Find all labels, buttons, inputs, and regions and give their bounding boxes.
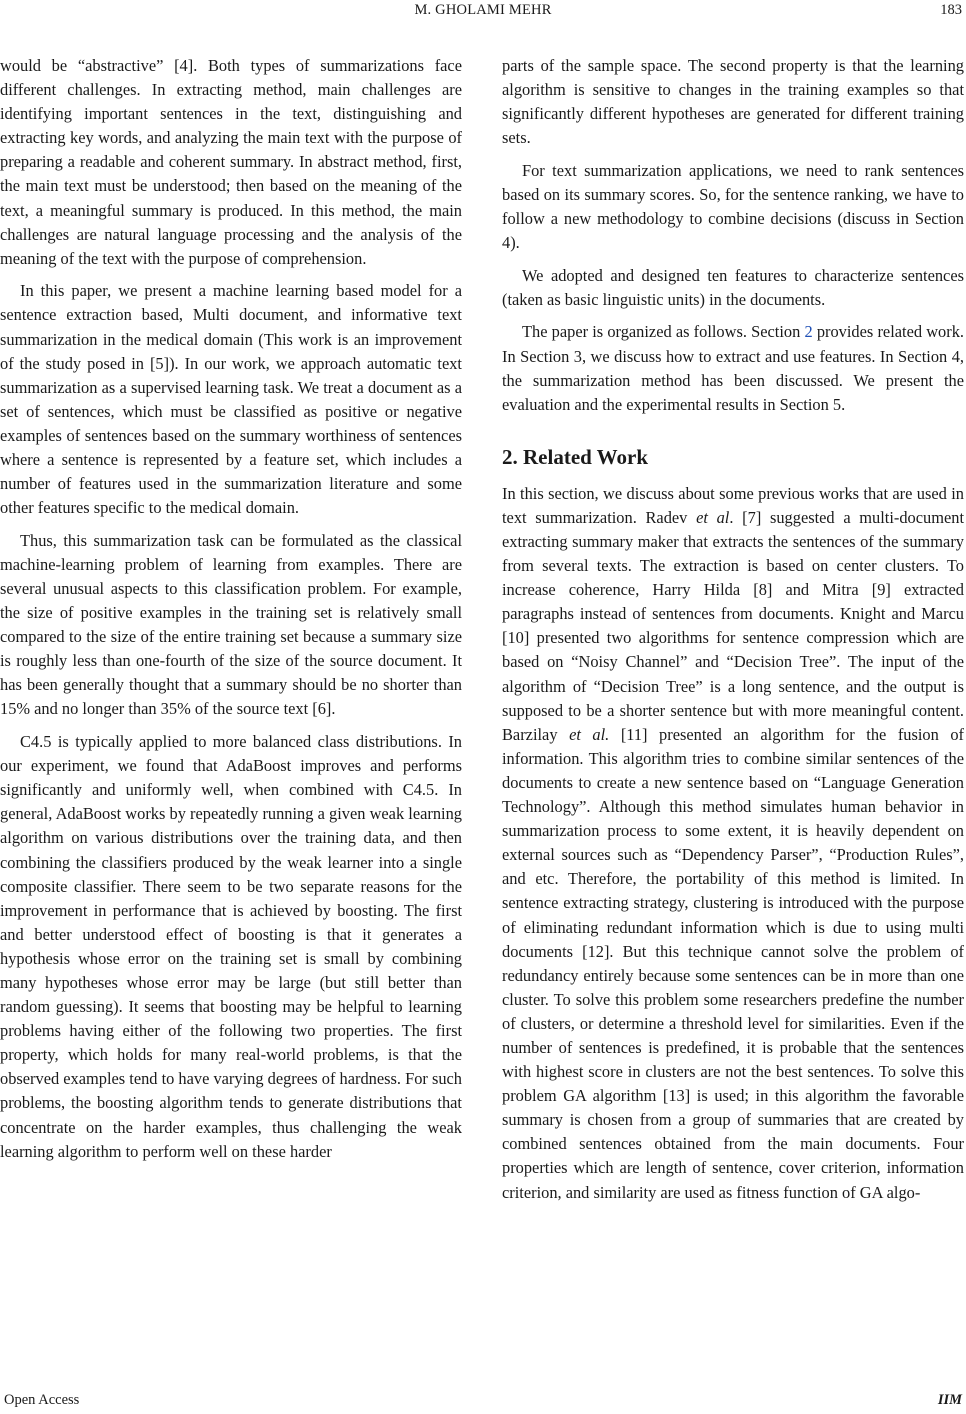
text-run: provides related work. In Section 3, we discuss how to extract and use features. In Section 4, the summarization method has been discussed. We present the evaluation and the experimental results in Section 5. <box>502 322 964 414</box>
page-number: 183 <box>940 2 962 18</box>
paragraph: For text summarization applications, we need to rank sentences based on its summary scores. So, for the sentence ranking, we have to follow a new methodology to combine decisions (discuss in Section 4). <box>502 160 964 253</box>
left-column <box>0 54 462 1164</box>
paragraph: Thus, this summarization task can be formulated as the classical machine-learning problem of learning from examples. There are several unusual aspects to this classification problem. For example, the size of positive examples in the training set is relatively small compared to the size of the entire training set because a summary size is roughly less than one-fourth of the size of the source document. It has been generally thought that a summary should be no shorter than 15% and no longer than 35% of the source text [6]. <box>0 530 462 719</box>
footer-journal-abbrev: IIM <box>937 1392 962 1408</box>
section-link[interactable]: 2 <box>804 322 813 342</box>
paragraph: In this paper, we present a machine learning based model for a sentence extraction based, Multi document, and informative text summarization in the medical domain (This work is an improvement of the study posed in [5]). In our work, we approach automatic text summarization as a supervised learning task. We treat a document as a set of sentences, which must be classified as positive or negative examples of sentences based on the summary worthiness of sentences where a sentence is represented by a feature set, which includes a number of features used in the summarization literature and some other features specific to the medical domain. <box>0 281 462 518</box>
paragraph: parts of the sample space. The second property is that the learning algorithm is sensitive to changes in the training examples so that significantly different hypotheses are generated for different training sets. <box>502 56 964 148</box>
text-run: [11] presented an algorithm for the fusion of information. This algorithm tries to combine similar sentences of the documents to create a new sentence based on “Language Generation Technology”. Although this method simulates human behavior in summarization process to some extent, it is heavily dependent on external sources such as “Dependency Parser”, “Production Rules”, and etc. Therefore, the portability of this method is limited. In sentence extracting strategy, clustering is introduced with the purpose of eliminating redundant information which is due to using multi documents [12]. But this technique cannot solve the problem of redundancy entirely because some sentences can be in more than one cluster. To solve this problem some researchers predefine the number of clusters, or determine a threshold level for similarities. Even if the number of sentences is predefined, it is probable that the sentences with highest score in clusters are not the best sentences. To solve this problem GA algorithm [13] is used; in this algorithm the favorable summary is chosen from a group of summaries that are created by combined sentences obtained from the main documents. Four properties which are length of sentence, cover criterion, information criterion, and similarity are used as fitness function of GA algo- <box>502 724 965 1202</box>
page-footer <box>0 1392 966 1414</box>
right-column <box>502 54 964 1205</box>
running-head-author: M. GHOLAMI MEHR <box>414 2 552 18</box>
section-heading: 2. Related Work <box>502 444 649 469</box>
paragraph: C4.5 is typically applied to more balanced class distributions. In our experiment, we found that AdaBoost improves and performs significantly and uniformly well, when combined with C4.5. In general, AdaBoost works by repeatedly running a given weak learning algorithm on various distributions over the training data, and then combining the classifiers produced by the weak learner into a single composite classifier. There seem to be two separate reasons for the improvement in performance that is achieved by boosting. The first and better understood effect of boosting is that it generates a hypothesis whose error on the training set is small by combining many hypotheses whose error may be large (but still better than random guessing). It seems that boosting may be helpful to learning problems having either of the following two properties. The first property, which holds for many real-world problems, is that the observed examples tend to have varying degrees of hardness. For such problems, the boosting algorithm tends to generate distributions that concentrate on the harder examples, thus challenging the weak learning algorithm to perform well on these harder <box>0 732 462 1161</box>
paragraph <box>502 482 964 1205</box>
footer-open-access: Open Access <box>4 1392 80 1408</box>
paragraph: would be “abstractive” [4]. Both types of summarizations face different challenges. In extracting method, main challenges are identifying important sentences in the text, distinguishing and extracting key words, and analyzing the main text with the purpose of preparing a readable and coherent summary. In abstract method, first, the main text must be understood; then based on the meaning of the text, a meaningful summary is produced. In this method, the main challenges are natural language processing and the analysis of the meaning of the text with the purpose of comprehension. <box>0 56 462 268</box>
paragraph <box>502 320 964 416</box>
italic-text: et al. <box>569 724 610 744</box>
italic-text: et al <box>696 507 730 527</box>
text-run: The paper is organized as follows. Section <box>522 322 805 342</box>
page-header <box>0 0 966 22</box>
paragraph: We adopted and designed ten features to characterize sentences (taken as basic linguistic units) in the documents. <box>502 265 964 309</box>
text-run: In this section, we discuss about some previous works that are used in text summarization. Radev <box>502 483 964 527</box>
text-run: . [7] suggested a multi-document extracting summary maker that extracts the sentences of the summary from several texts. The extraction is based on center clusters. To increase coherence, Harry Hilda [8] and Mitra [9] extracted paragraphs instead of sentences from documents. Knight and Marcu [10] presented two algorithms for sentence compression which are based on “Noisy Channel” and “Decision Tree”. The input of the algorithm of “Decision Tree” is a long sentence, and the output is supposed to be a shorter sentence but with more meaningful content. Barzilay <box>502 507 964 744</box>
